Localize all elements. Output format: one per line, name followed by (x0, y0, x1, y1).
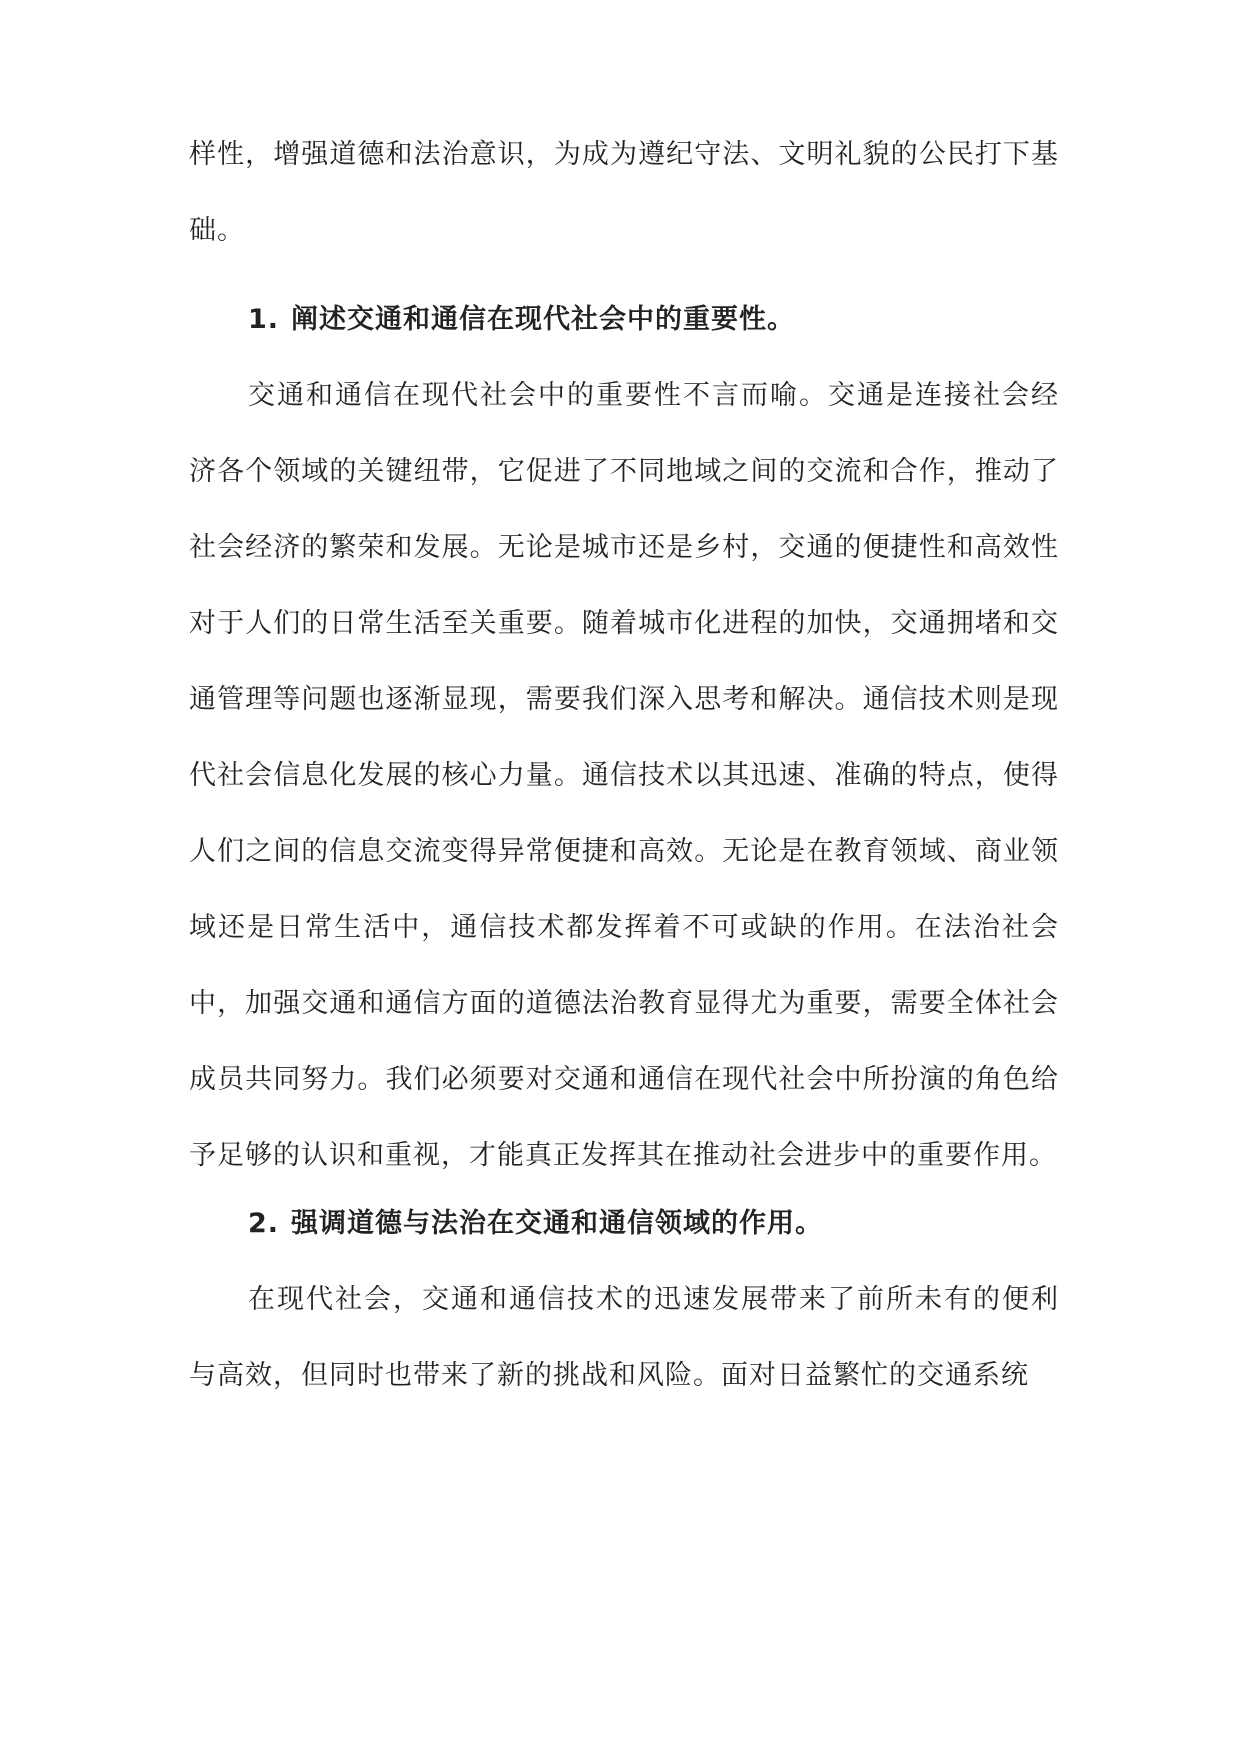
section-1-heading (189, 282, 1059, 358)
section-2-title: 强调道德与法治在交通和通信领域的作用。 (291, 1208, 824, 1239)
opening-paragraph-block (189, 117, 1059, 269)
section-2-body: 在现代社会，交通和通信技术的迅速发展带来了前所未有的便利与高效，但同时也带来了新的挑战和风险。面对日益繁忙的交通系统 (189, 1284, 1059, 1391)
section-1-number: 1. (248, 304, 280, 335)
section-2-heading (189, 1186, 1059, 1262)
opening-paragraph: 样性，增强道德和法治意识，为成为遵纪守法、文明礼貌的公民打下基础。 (189, 139, 1059, 246)
section-1-title: 阐述交通和通信在现代社会中的重要性。 (291, 304, 796, 335)
section-2 (189, 1186, 1059, 1414)
section-2-number: 2. (248, 1208, 280, 1239)
section-1-body: 交通和通信在现代社会中的重要性不言而喻。交通是连接社会经济各个领域的关键纽带，它促进了不同地域之间的交流和合作，推动了社会经济的繁荣和发展。无论是城市还是乡村，交通的便捷性和高效性对于人们的日常生活至关重要。随着城市化进程的加快，交通拥堵和交通管理等问题也逐渐显现，需要我们深入思考和解决。通信技术则是现代社会信息化发展的核心力量。通信技术以其迅速、准确的特点，使得人们之间的信息交流变得异常便捷和高效。无论是在教育领域、商业领域还是日常生活中，通信技术都发挥着不可或缺的作用。在法治社会中，加强交通和通信方面的道德法治教育显得尤为重要，需要全体社会成员共同努力。我们必须要对交通和通信在现代社会中所扮演的角色给予足够的认识和重视，才能真正发挥其在推动社会进步中的重要作用。 (189, 380, 1059, 1171)
section-1 (189, 282, 1059, 1194)
